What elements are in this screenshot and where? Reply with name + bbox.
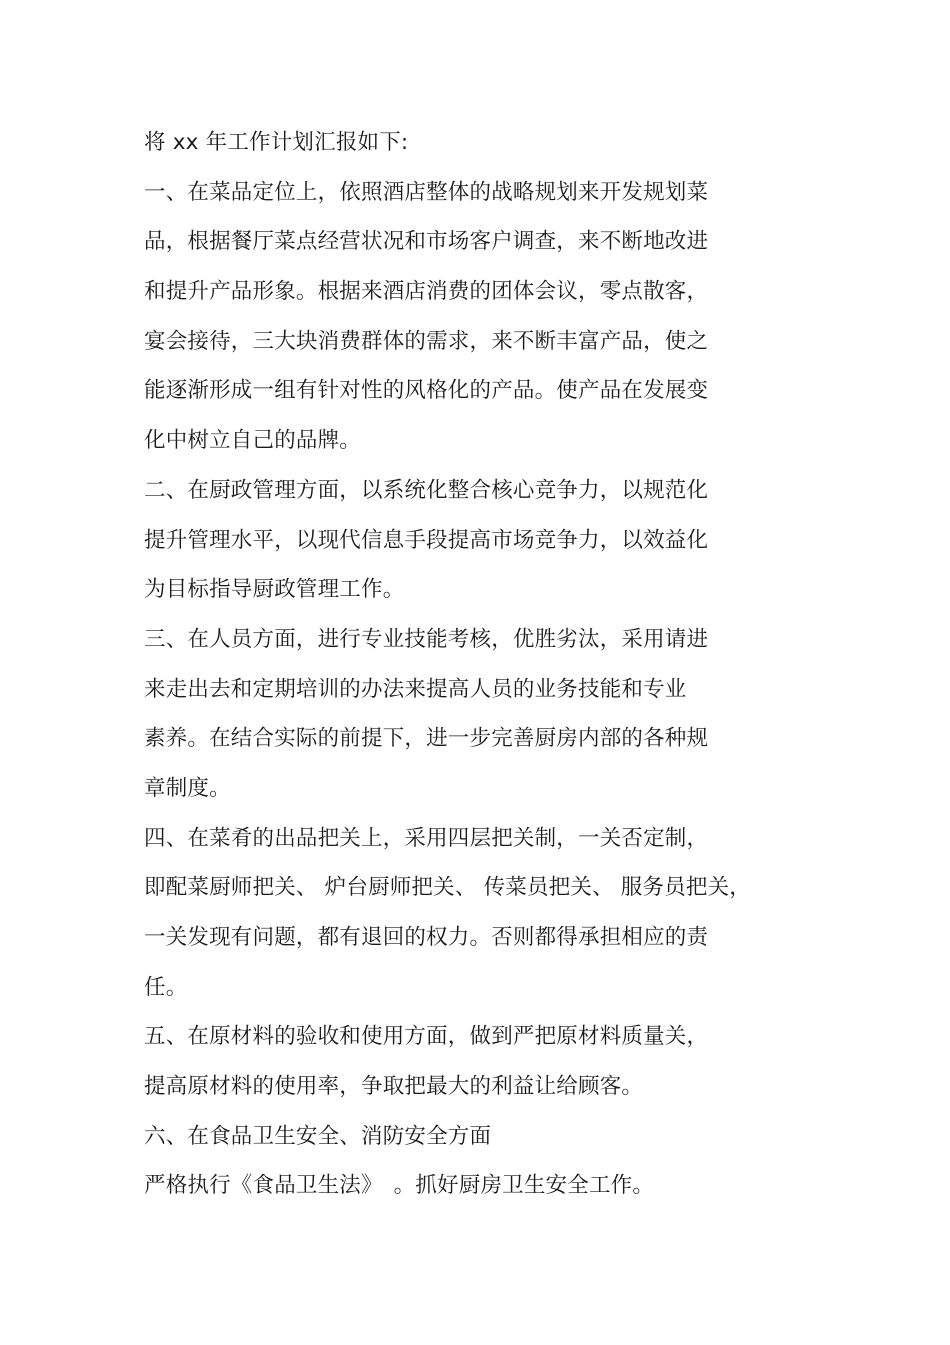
- text-line: 一、在菜品定位上，依照酒店整体的战略规划来开发规划菜: [144, 179, 709, 205]
- text-line: 宴会接待，三大块消费群体的需求，来不断丰富产品，使之: [144, 328, 709, 354]
- text-line: 来走出去和定期培训的办法来提高人员的业务技能和专业: [144, 676, 687, 702]
- text-line: 化中树立自己的品牌。: [144, 428, 362, 454]
- document-body: [144, 118, 844, 1211]
- text-line: 将 xx 年工作计划汇报如下:: [144, 130, 409, 155]
- text-line: 章制度。: [144, 775, 231, 801]
- text-line: 三、在人员方面，进行专业技能考核，优胜劣汰，采用请进: [144, 626, 709, 652]
- text-line: 即配菜厨师把关、 炉台厨师把关、 传菜员把关、 服务员把关，: [144, 875, 752, 901]
- text-line: 五、在原材料的验收和使用方面，做到严把原材料质量关，: [144, 1024, 709, 1050]
- text-line: 和提升产品形象。根据来酒店消费的团体会议，零点散客，: [144, 279, 709, 305]
- text-line: 提高原材料的使用率，争取把最大的利益让给顾客。: [144, 1074, 644, 1100]
- text-line: 为目标指导厨政管理工作。: [144, 577, 405, 603]
- text-line: 提升管理水平，以现代信息手段提高市场竞争力，以效益化: [144, 527, 709, 553]
- text-line: 六、在食品卫生安全、消防安全方面: [144, 1123, 492, 1149]
- text-line: 任。: [144, 974, 188, 1000]
- text-line: 能逐渐形成一组有针对性的风格化的产品。使产品在发展变: [144, 378, 709, 404]
- text-line: 素养。在结合实际的前提下，进一步完善厨房内部的各种规: [144, 726, 709, 752]
- text-line: 严格执行《食品卫生法》 。抓好厨房卫生安全工作。: [144, 1173, 655, 1199]
- text-line: 二、在厨政管理方面，以系统化整合核心竞争力，以规范化: [144, 477, 709, 503]
- text-line: 一关发现有问题，都有退回的权力。否则都得承担相应的责: [144, 925, 709, 950]
- text-line: 四、在菜肴的出品把关上，采用四层把关制，一关否定制，: [144, 825, 709, 851]
- text-line: 品，根据餐厅菜点经营状况和市场客户调查，来不断地改进: [144, 229, 709, 255]
